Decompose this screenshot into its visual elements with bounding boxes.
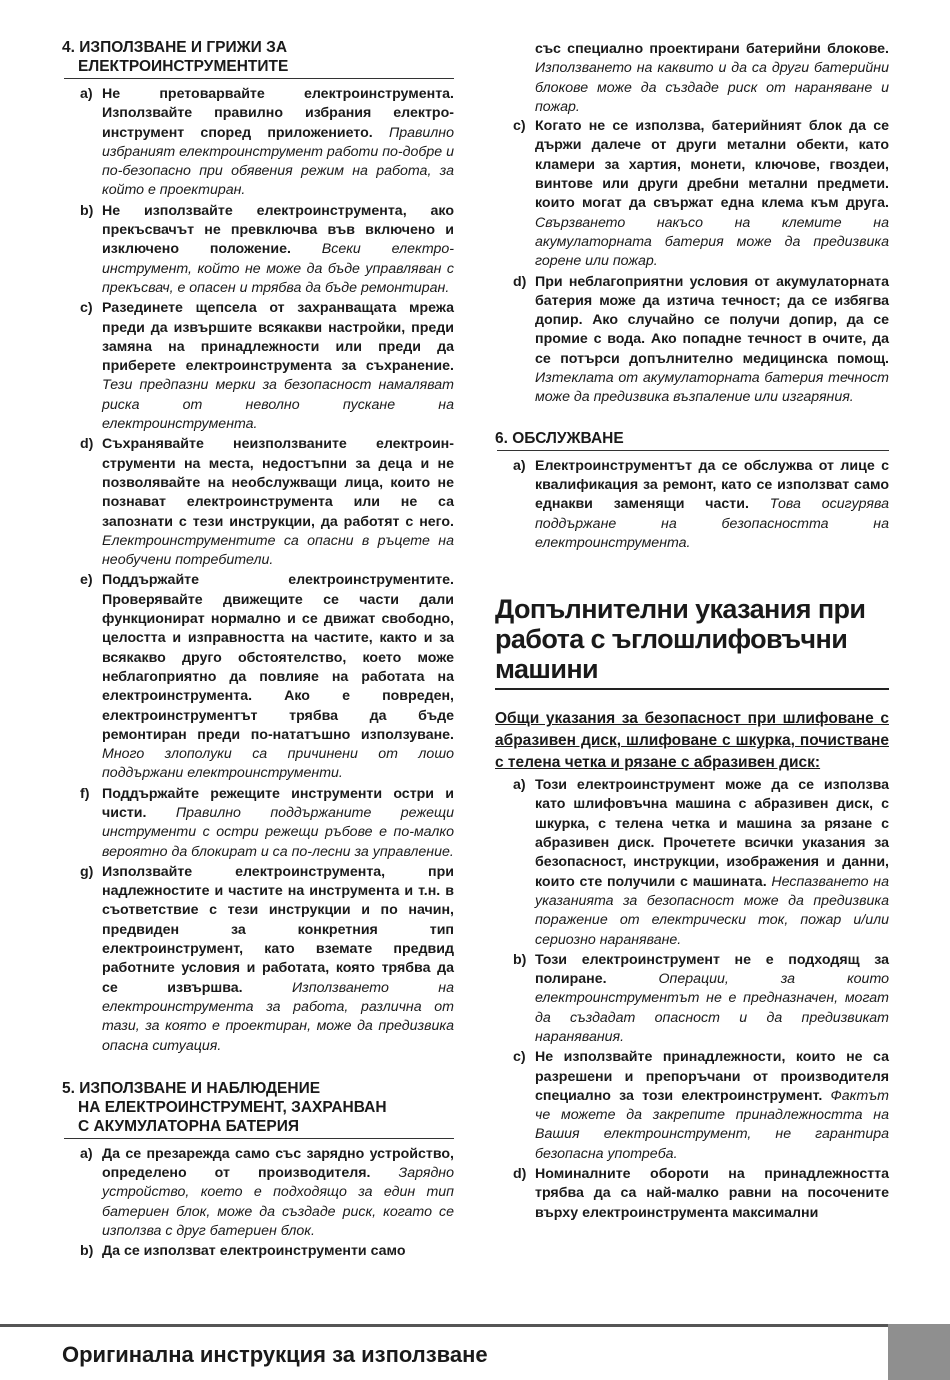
item-text [102,1145,454,1241]
left-column [62,38,454,1263]
item-text [535,1165,889,1223]
item-instruction: Използвайте електроинструмента, при надлежностите и частите на инструмента и т.н. в съответствие с тези инструкции и по начин, предвиден за конкретния тип електроинструмент, като вземате предвид работните условия и работата, която трябва да се извършва. [102,863,454,996]
item-explanation: Изтеклата от акумулаторната батерия течност може да предизвика възпаление или изгаряния. [535,370,889,406]
item-explanation: Много злополуки са причинени от лошо поддържани електроинструменти. [102,746,454,782]
section-4-heading [62,38,454,76]
additional-instructions-heading: Допълнителни указания при работа с ъглошлифовъчни машини [495,594,866,685]
item-text [102,85,454,201]
item-label: d) [513,273,527,290]
item-instruction: Съхранявайте неизползваните електроинструменти на места, недостъпни за деца и не позволявайте на необслужващи лица, които не познават електроинструмента или не са запознати с тези инструкции, да работят с него. [102,436,454,530]
section-5-title-line1: 5. ИЗПОЛЗВАНЕ И НАБЛЮДЕНИЕ [62,1079,321,1097]
list-item [62,202,454,298]
item-label: b) [80,202,94,219]
list-item [62,863,454,1056]
list-item [62,571,454,783]
list-item [495,776,889,950]
section-6-list [495,457,889,553]
list-item [495,457,889,553]
item-label: d) [513,1166,527,1183]
item-explanation: Всеки електроинструмент, който не може да бъде управляван с прекъсвач, е опасен и трябва да бъде ремонтиран. [102,241,454,296]
section-6-rule [497,450,889,451]
item-instruction: Разединете щепсела от захранващата мрежа преди да извършите всякакви настройки, преди замяна на принадлежности или преди да приберете електроинструмента за съхранение. [102,300,454,375]
item-explanation: Правилно избраният електроинструмент работи по-добре и по-безопасно при обявения режим на работа, за който е проектиран. [102,124,454,199]
item-text [102,1242,454,1261]
section-5-continuation [495,40,889,117]
list-item [495,951,889,1047]
item-instruction: Електроинструментът да се обслужва от лице с квалификация за ремонт, като се използват само еднакви заменящи части. [535,457,889,513]
section-5-list-continued [495,117,889,407]
item-instruction: При неблагоприятни условия от акумулаторната батерия може да изтича течност; да се избягва допир. Ако случайно се получи допир, да се промие с вода. Ако попадне течност в очите, да се потърси допълнително медицинска помощ. [535,273,889,367]
item-text [102,571,454,783]
list-item [62,435,454,570]
item-text [535,117,889,271]
item-text [535,951,889,1047]
section-5-list [62,1145,454,1262]
list-item [62,785,454,862]
section-5-title-line2: НА ЕЛЕКТРОИНСТРУМЕНТ, ЗАХРАНВАН [78,1098,387,1116]
abrasive-safety-subheading: Общи указания за безопасност при шлифоване с абразивен диск, шлифоване с шкурка, почистване с телена четка и рязане с абразивен диск: [495,710,889,772]
item-instruction: Поддържайте електроинструментите. Проверявайте движещите се части дали функционират нормално и се движат свободно, целостта и изправността на частите, както и за всякакво друго обстоятелство, което може неблагоприятно да повлияе на работата на електроинструмента. Ако е повреден, електроинструментът трябва да бъде ремонтиран преди по-нататъшно използуване. [102,572,454,743]
list-item [495,117,889,271]
item-instruction: Този електроинструмент може да се използва като шлифовъчна машина с абразивен диск, с шкурка, с телена четка и машина за рязане с абразивен диск. Прочетете всички указания за безопасност, инструкции, изображения и данни, които сте получили с машината. [535,777,889,890]
item-instruction: Когато не се използва, батерийният блок да се държи далече от други метални обекти, като кламери за хартия, монети, ключове, гвоздеи, винтове или други дребни метални предмети. които могат да свържат една клема към друга. [535,118,889,212]
section-4-rule [64,78,454,79]
right-column [495,40,889,1224]
list-item [62,1242,454,1261]
item-text [535,776,889,950]
list-item [495,1048,889,1164]
section-5-title-line3: С АКУМУЛАТОРНА БАТЕРИЯ [78,1117,300,1135]
item-text [535,273,889,408]
item-instruction: Този електроинструмент не е подходящ за полиране. [535,951,889,988]
item-label: f) [80,785,90,802]
item-label: c) [513,118,526,135]
additional-heading-rule [495,688,889,690]
item-explanation: Операции, за които електроинструментът не е предназначен, могат да създадат опасност и да предизвикат наранявания. [535,971,889,1045]
section-5-rule [64,1138,454,1139]
list-item [62,1145,454,1241]
list-item [62,299,454,434]
item-instruction: Не използвайте принадлежности, които не са разрешени и препоръчани от производителя специално за този електроинструмент. [535,1049,889,1104]
item-instruction: Поддържайте режещите инструменти остри и чисти. [102,785,454,821]
section-6-heading [495,429,889,448]
item-label: b) [513,951,527,968]
section-5-heading [62,1079,454,1136]
item-instruction: Да се презарежда само със зарядно устройство, определено от производителя. [102,1145,454,1182]
footer-rule [0,1324,950,1327]
item-explanation: Свързването накъсо на клемите на акумулаторната батерия може да предизвика горене или пожар. [535,214,889,270]
continuation-italic: Използването на каквито и да са други батерийни блокове може да създаде риск от нараняване и пожар. [535,60,889,115]
section-6-title: 6. ОБСЛУЖВАНЕ [495,429,624,447]
item-explanation: Това осигурява поддържане на безопасността на електроинструмента. [535,496,889,551]
item-label: e) [80,572,93,589]
item-label: c) [513,1049,526,1066]
continuation-bold: със специално проектирани батерийни блокове. [535,41,889,57]
footer-title: Оригинална инструкция за използване [62,1342,488,1367]
item-label: a) [80,86,93,102]
item-text [102,863,454,1056]
item-instruction: Не претоварвайте електроинструмента. Използвайте правилно избрания електроинструмент според приложението. [102,86,454,141]
item-text [102,202,454,298]
item-label: a) [513,777,526,794]
item-instruction: Не използвайте електроинструмента, ако прекъсвачът не превключва във включено и изключено положение. [102,202,454,258]
item-explanation: Неспазването на указанията за безопасност може да предизвика поражение от електрически ток, пожар и/или сериозно нараняване. [535,873,889,948]
item-explanation: Използването на електроинструмента за работа, различна от тази, за която е проектиран, може да предизвика опасна ситуация. [102,979,454,1054]
item-label: g) [80,863,94,880]
list-item [62,85,454,201]
item-explanation: Фактът че можете да закрепите принадлежността на Вашия електроинструмент, не гарантира безопасна употреба. [535,1087,889,1162]
item-explanation: Зарядно устройство, което е подходящо за един тип батериен блок, може да създаде риск, когато се използва с друг батериен блок. [102,1165,454,1240]
list-item [495,273,889,408]
item-text [535,457,889,553]
item-text [102,299,454,434]
item-text [102,785,454,862]
item-explanation: Тези предпазни мерки за безопасност намаляват риска от неволно пускане на електроинструмента. [102,377,454,433]
item-label: b) [80,1243,94,1260]
item-explanation: Електроинструментите са опасни в ръцете на необучени потребители. [102,532,454,569]
item-instruction: Да се използват електроинструменти само [102,1243,406,1260]
item-label: d) [80,436,94,453]
additional-list [495,776,889,1223]
item-label: a) [513,457,526,474]
footer-page-tab [888,1324,950,1380]
item-explanation: Правилно поддържаните режещи инструменти с остри режещи ръбове е по-малко вероятно да блокират и са по-лесни за управление. [102,804,454,860]
item-text [102,435,454,570]
item-label: c) [80,300,93,317]
item-label: a) [80,1145,93,1162]
section-4-title-line1: 4. ИЗПОЛЗВАНЕ И ГРИЖИ ЗА [62,39,288,56]
section-4-list [62,85,454,1056]
item-text [535,1048,889,1164]
item-instruction: Номиналните обороти на принадлежността трябва да са най-малко равни на посочените върху електроинструмента максимални [535,1166,889,1221]
list-item [495,1165,889,1223]
section-4-title-line2: ЕЛЕКТРОИНСТРУМЕНТИТЕ [78,58,289,75]
